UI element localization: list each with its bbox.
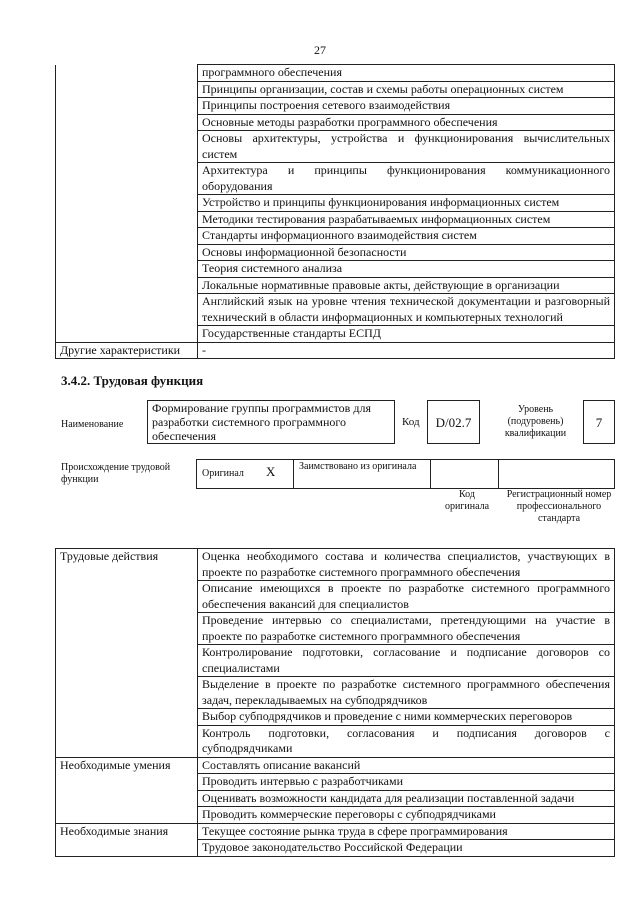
empty-label-cell <box>56 65 198 343</box>
name-label: Наименование <box>61 419 124 430</box>
origin-divider <box>498 459 499 489</box>
action-item: Выбор субподрядчиков и проведение с ними коммерческих переговоров <box>198 709 615 726</box>
table-row <box>56 549 615 581</box>
knowledge-item: Теория системного анализа <box>198 261 615 278</box>
origin-label: Происхождение трудовой функции <box>61 462 171 485</box>
knowledge-item: программного обеспечения <box>198 65 615 82</box>
knowledge-item: Английский язык на уровне чтения технической документации и разговорный технический в области информационных и компьютерных технологий <box>198 294 615 326</box>
origin-divider <box>430 459 431 489</box>
section-title: 3.4.2. Трудовая функция <box>61 373 204 388</box>
knowledge-item: Методики тестирования разрабатываемых информационных систем <box>198 211 615 228</box>
knowledge-item: Принципы организации, состав и схемы работы операционных систем <box>198 81 615 98</box>
knowledge-item: Стандарты информационного взаимодействия систем <box>198 228 615 245</box>
original-mark: X <box>266 464 276 479</box>
origin-divider <box>293 459 294 489</box>
table-row <box>56 823 615 840</box>
action-item: Выделение в проекте по разработке системного программного обеспечения задач, перекладываемых на субподрядчиков <box>198 677 615 709</box>
qualification-level-box: 7 <box>583 400 615 444</box>
actions-label: Трудовые действия <box>56 549 198 758</box>
qualification-level-label: Уровень (подуровень) квалификации <box>504 404 567 439</box>
knowledge-item: Основные методы разработки программного обеспечения <box>198 114 615 131</box>
knowledge-item: Архитектура и принципы функционирования коммуникационного оборудования <box>198 163 615 195</box>
knowledge-item: Устройство и принципы функционирования информационных систем <box>198 195 615 212</box>
function-name-box: Формирование группы программистов для разработки системного программного обеспечения <box>147 400 395 444</box>
knowledge-item: Государственные стандарты ЕСПД <box>198 326 615 343</box>
action-item: Контроль подготовки, согласования и подписания договоров с субподрядчиками <box>198 725 615 757</box>
knowledge-item: Локальные нормативные правовые акты, действующие в организации <box>198 277 615 294</box>
knowledge-item: Трудовое законодательство Российской Федерации <box>198 840 615 857</box>
code-value-box: D/02.7 <box>427 400 480 444</box>
knowledge-item: Текущее состояние рынка труда в сфере программирования <box>198 823 615 840</box>
reg-number-label: Регистрационный номер профессионального стандарта <box>506 489 612 524</box>
code-original-label: Код оригинала <box>444 489 490 512</box>
knowledge-label: Необходимые знания <box>56 823 198 856</box>
labor-function-table <box>55 548 615 857</box>
borrowed-label: Заимствовано из оригинала <box>299 461 417 472</box>
table-row <box>56 757 615 774</box>
skill-item: Оценивать возможности кандидата для реализации поставленной задачи <box>198 790 615 807</box>
action-item: Оценка необходимого состава и количества специалистов, участвующих в проекте по разработке системного программного обеспечения <box>198 549 615 581</box>
action-item: Описание имеющихся в проекте по разработке системного программного обеспечения вакансий для специалистов <box>198 581 615 613</box>
knowledge-item: Основы архитектуры, устройства и функционирования вычислительных систем <box>198 131 615 163</box>
skill-item: Проводить коммерческие переговоры с субподрядчиками <box>198 807 615 824</box>
knowledge-item: Основы информационной безопасности <box>198 244 615 261</box>
other-characteristics-value: - <box>198 342 615 359</box>
action-item: Контролирование подготовки, согласование и подписание договоров со специалистами <box>198 645 615 677</box>
skills-label: Необходимые умения <box>56 757 198 823</box>
skill-item: Проводить интервью с разработчиками <box>198 774 615 791</box>
skill-item: Составлять описание вакансий <box>198 757 615 774</box>
table-row <box>56 65 615 82</box>
table-row <box>56 342 615 359</box>
code-label: Код <box>402 416 420 428</box>
page-number: 27 <box>314 43 326 57</box>
knowledge-item: Принципы построения сетевого взаимодействия <box>198 98 615 115</box>
knowledge-continuation-table <box>55 64 615 359</box>
action-item: Проведение интервью со специалистами, претендующими на участие в проекте по разработке системного программного обеспечения <box>198 613 615 645</box>
original-label: Оригинал <box>202 468 244 479</box>
other-characteristics-label: Другие характеристики <box>56 342 198 359</box>
